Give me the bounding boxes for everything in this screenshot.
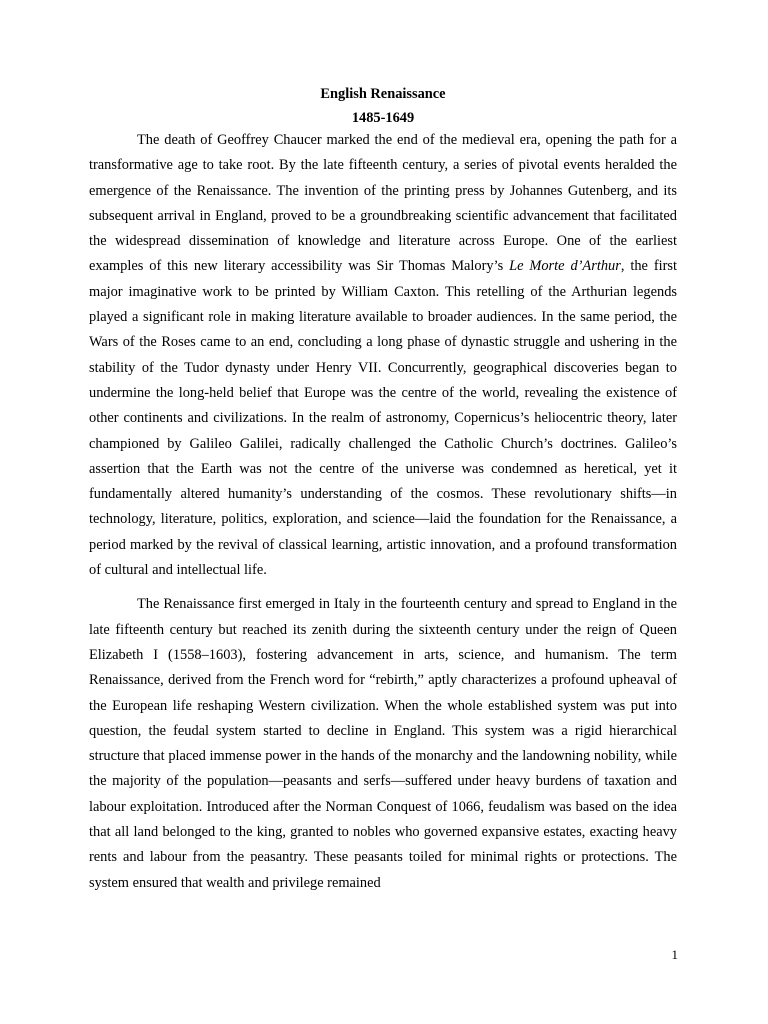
page-content xyxy=(89,84,677,896)
book-title-italic: Le Morte d’Arthur xyxy=(509,258,621,275)
paragraph-2: The Renaissance first emerged in Italy in the fourteenth century and spread to England in the late fifteenth century but reached its zenith during the sixteenth century under the reign of Queen Elizabeth I (1558–1603), fostering advancement in arts, science, and humanism. The term Renaissance, derived from the French word for “rebirth,” aptly characterizes a profound upheaval of the European life reshaping Western civilization. When the whole established system was put into question, the feudal system started to decline in England. This system was a rigid hierarchical structure that placed immense power in the hands of the monarchy and the landowning nobility, while the majority of the population—peasants and serfs—suffered under heavy burdens of taxation and labour exploitation. Introduced after the Norman Conquest of 1066, feudalism was based on the idea that all land belonged to the king, granted to nobles who governed expansive estates, exacting heavy rents and labour from the peasantry. These peasants toiled for minimal rights or protections. The system ensured that wealth and privilege remained xyxy=(89,596,677,891)
paragraph-1 xyxy=(89,128,677,583)
paragraph-1-text-start: The death of Geoffrey Chaucer marked the end of the medieval era, opening the path for a transformative age to take root. By the late fifteenth century, a series of pivotal events heralded the emergence of the Renaissance. The invention of the printing press by Johannes Gutenberg, and its subsequent arrival in England, proved to be a groundbreaking scientific advancement that facilitated the widespread dissemination of knowledge and literature across Europe. One of the earliest examples of this new literary accessibility was Sir Thomas Malory’s xyxy=(89,132,677,275)
paragraph-1-text-end: , the first major imaginative work to be printed by William Caxton. This retelling of the Arthurian legends played a significant role in making literature available to broader audiences. In the same period, the Wars of the Roses came to an end, concluding a long phase of dynastic struggle and ushering in the stability of the Tudor dynasty under Henry VII. Concurrently, geographical discoveries began to undermine the long-held belief that Europe was the centre of the world, revealing the existence of other continents and civilizations. In the realm of astronomy, Copernicus’s heliocentric theory, later championed by Galileo Galilei, radically challenged the Catholic Church’s doctrines. Galileo’s assertion that the Earth was not the centre of the universe was condemned as heretical, yet it fundamentally altered humanity’s understanding of the cosmos. These revolutionary shifts—in technology, literature, politics, exploration, and science—laid the foundation for the Renaissance, a period marked by the revival of classical learning, artistic innovation, and a profound transformation of cultural and intellectual life. xyxy=(89,258,677,579)
document-title: English Renaissance xyxy=(320,86,446,102)
document-years: 1485-1649 xyxy=(351,110,415,126)
page-number: 1 xyxy=(671,947,678,962)
